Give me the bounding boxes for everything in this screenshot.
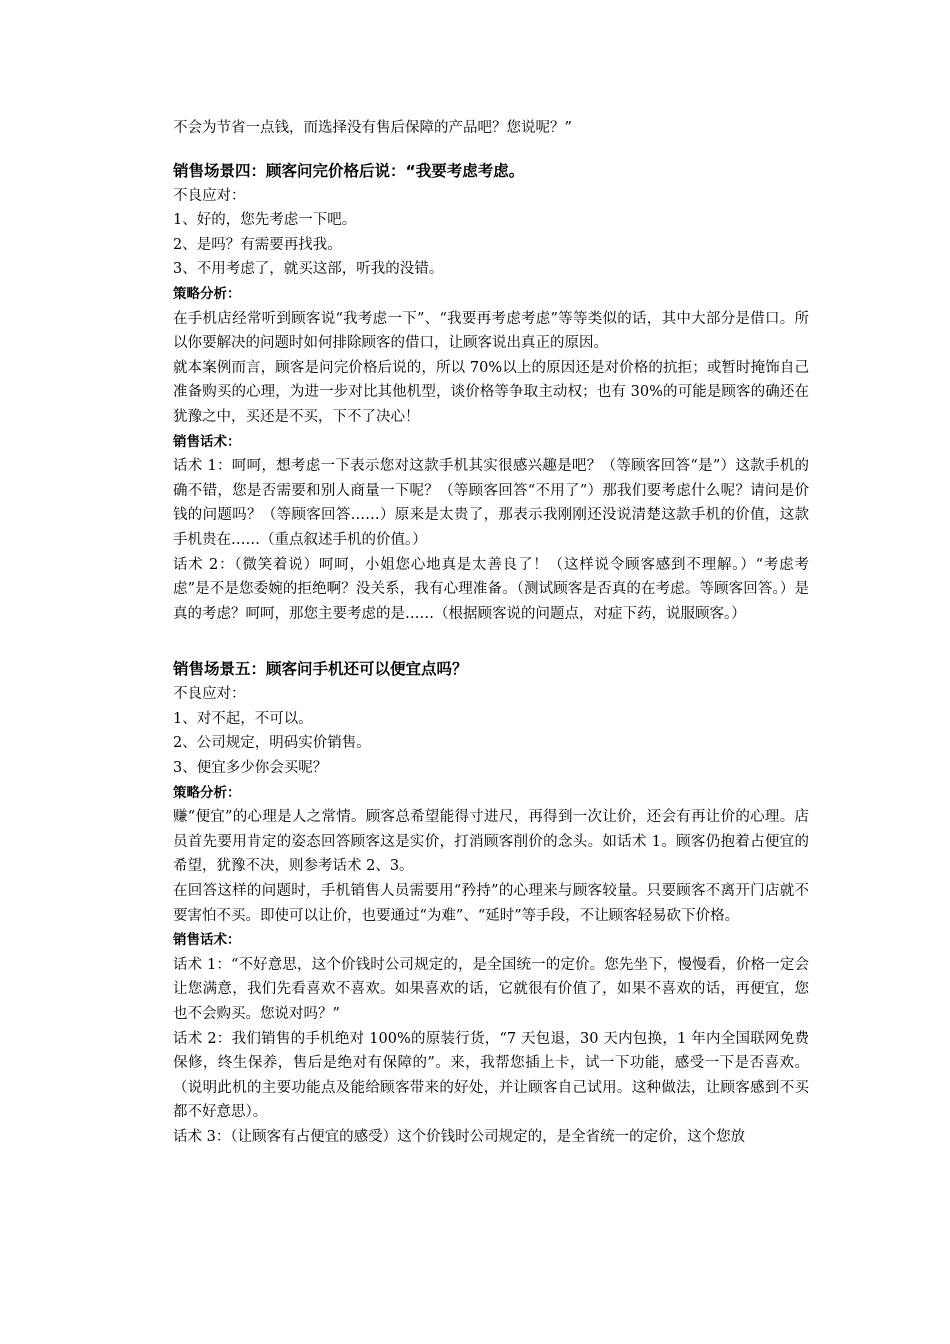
scene4-talk-paragraph-2: 话术 2：（微笑着说）呵呵，小姐您心地真是太善良了！（这样说令顾客感到不理解。）“考虑考虑”是不是您委婉的拒绝啊？没关系，我有心理准备。（测试顾客是否真的在考虑。等顾客回答。）是真的考虑？呵呵，那您主要考虑的是……（根据顾客说的问题点，对症下药，说服顾客。） xyxy=(173,556,809,622)
scene5-bad-item-3: 3、便宜多少你会买呢？ xyxy=(173,760,328,777)
scene5-strategy-label: 策略分析： xyxy=(173,784,241,801)
scene5-bad-item-2: 2、公司规定，明码实价销售。 xyxy=(173,735,371,752)
scene5-bad-label: 不良应对： xyxy=(173,686,246,703)
scene5-talk-paragraph-1: 话术 1：“不好意思，这个价钱时公司规定的，是全国统一的定价。您先坐下，慢慢看，价格一定会让您满意，我们先看喜欢不喜欢。如果喜欢的话，它就很有价值了，如果不喜欢的话，再便宜，您也不会购买。您说对吗？” xyxy=(173,956,809,1022)
scene4-bad-item-2: 2、是吗？有需要再找我。 xyxy=(173,236,342,253)
scene4-strategy-paragraph-1: 在手机店经常听到顾客说“我考虑一下”、“我要再考虑考虑”等等类似的话，其中大部分是借口。所以你要解决的问题时如何排除顾客的借口，让顾客说出真正的原因。 xyxy=(173,310,809,352)
scene5-strategy-paragraph-2: 在回答这样的问题时，手机销售人员需要用“矜持”的心理来与顾客较量。只要顾客不离开门店就不要害怕不买。即使可以让价，也要通过“为难”、“延时”等手段，不让顾客轻易砍下价格。 xyxy=(173,883,809,924)
scene4-talk-label: 销售话术： xyxy=(173,433,241,450)
scene4-title: 销售场景四：顾客问完价格后说：“我要考虑考虑。 xyxy=(173,161,525,180)
scene5-strategy-paragraph-1: 赚“便宜”的心理是人之常情。顾客总希望能得寸进尺，再得到一次让价，还会有再让价的心理。店员首先要用肯定的姿态回答顾客这是实价，打消顾客削价的念头。如话术 1。顾客仍抱着占便宜的希望，犹豫不决，则参考话术 2、3。 xyxy=(173,809,809,875)
scene4-bad-label: 不良应对： xyxy=(173,187,246,204)
scene5-bad-item-1: 1、对不起，不可以。 xyxy=(173,710,313,727)
scene4-strategy-paragraph-2: 就本案例而言，顾客是问完价格后说的，所以 70%以上的原因还是对价格的抗拒；或暂时掩饰自己准备购买的心理，为进一步对比其他机型，谈价格等争取主动权；也有 30%的可能是顾客的确还在犹豫之中，买还是不买，下不了决心！ xyxy=(173,359,809,425)
intro-line: 不会为节省一点钱，而选择没有售后保障的产品吧？您说呢？” xyxy=(173,120,572,136)
scene5-talk-paragraph-3: 话术 3：（让顾客有占便宜的感受）这个价钱时公司规定的，是全省统一的定价，这个您放 xyxy=(173,1128,746,1145)
scene4-talk-paragraph-1: 话术 1：呵呵，想考虑一下表示您对这款手机其实很感兴趣是吧？（等顾客回答“是”）这款手机的确不错，您是否需要和别人商量一下呢？（等顾客回答“不用了”）那我们要考虑什么呢？请问是价钱的问题吗？（等顾客回答……）原来是太贵了，那表示我刚刚还没说清楚这款手机的价值，这款手机贵在……（重点叙述手机的价值。） xyxy=(173,458,809,548)
scene5-talk-paragraph-2: 话术 2：我们销售的手机绝对 100%的原装行货，“7 天包退，30 天内包换，1 年内全国联网免费保修，终生保养，售后是绝对有保障的”。来，我帮您插上卡，试一下功能，感受一下是否喜欢。（说明此机的主要功能点及能给顾客带来的好处，并让顾客自己试用。这种做法，让顾客感到不买都不好意思）。 xyxy=(173,1030,809,1121)
scene4-bad-item-1: 1、好的，您先考虑一下吧。 xyxy=(173,212,357,229)
scene4-strategy-label: 策略分析： xyxy=(173,285,241,302)
document-page xyxy=(173,116,809,1150)
scene4-bad-item-3: 3、不用考虑了，就买这部，听我的没错。 xyxy=(173,261,444,278)
scene5-title: 销售场景五：顾客问手机还可以便宜点吗？ xyxy=(173,660,468,679)
scene5-talk-label: 销售话术： xyxy=(173,932,241,949)
